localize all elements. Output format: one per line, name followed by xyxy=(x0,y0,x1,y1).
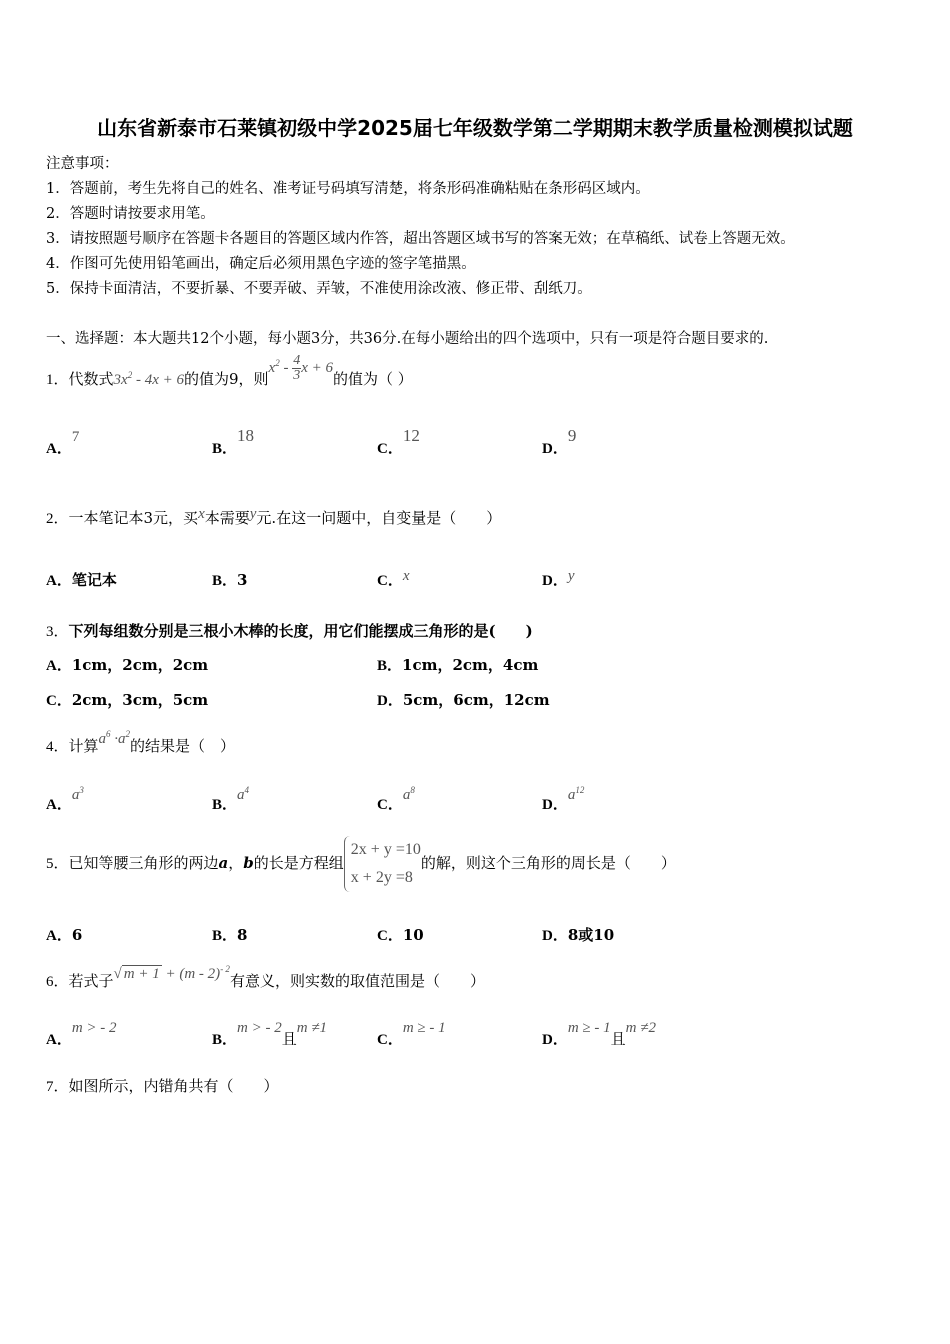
option-d[interactable]: D．5cm，6cm，12cm xyxy=(377,691,550,709)
question-text: 若式子 xyxy=(68,972,114,990)
option-b[interactable]: B．3 xyxy=(212,571,248,589)
question-text: 如图所示，内错角共有（ ） xyxy=(68,1077,279,1095)
question-text: 下列每组数分别是三根小木棒的长度，用它们能摆成三角形的是( ) xyxy=(68,622,533,640)
option-d[interactable]: D．9 xyxy=(542,426,577,457)
question-text: 的结果是（ ） xyxy=(130,737,236,755)
page-title: 山东省新泰市石莱镇初级中学2025届七年级数学第二学期期末教学质量检测模拟试题 xyxy=(97,116,853,140)
option-a[interactable]: A．m > - 2 xyxy=(46,1020,117,1048)
math-expression: $3x^2 - 4x + 6$ xyxy=(113,369,184,388)
question-text: 计算 xyxy=(68,737,99,755)
notice-item: 3．请按照题号顺序在答题卡各题目的答题区域内作答，超出答题区域书写的答案无效；在草稿纸、试卷上答题无效。 xyxy=(46,231,795,247)
variable: a xyxy=(218,854,229,872)
option-b[interactable]: B．m > - 2且m ≠1 xyxy=(212,1020,328,1048)
option-d[interactable]: D．$a^{12}$ xyxy=(542,785,585,813)
question-text: 的解，则这个三角形的周长是（ ） xyxy=(420,854,676,872)
option-b[interactable]: B．8 xyxy=(212,926,248,944)
question-3 xyxy=(46,620,533,641)
section-heading: 一、选择题：本大题共12个小题，每小题3分，共36分.在每小题给出的四个选项中，只有一项是符合题目要求的. xyxy=(46,331,769,347)
option-c[interactable]: C．12 xyxy=(377,426,420,457)
question-7 xyxy=(46,1075,279,1096)
option-a[interactable]: A．6 xyxy=(46,926,83,944)
variable: x xyxy=(198,506,205,522)
question-text: 本需要 xyxy=(204,509,250,527)
question-text: 代数式 xyxy=(68,369,114,388)
question-2 xyxy=(46,507,501,528)
question-text: 已知等腰三角形的两边 xyxy=(68,854,219,872)
question-4 xyxy=(46,729,236,756)
question-text: 一本笔记本3元，买 xyxy=(68,509,199,527)
question-text: 的长是方程组 xyxy=(253,854,344,872)
question-text: 的值为（ ） xyxy=(332,369,413,388)
option-a[interactable]: A．$a^3$ xyxy=(46,785,84,813)
math-expression: $x^2$ - $\frac{4}{3}$ x + 6 xyxy=(268,353,333,383)
question-text: 的值为9，则 xyxy=(183,369,269,388)
option-b[interactable]: B．1cm，2cm，4cm xyxy=(377,656,539,674)
notice-item: 5．保持卡面清洁，不要折暴、不要弄破、弄皱，不准使用涂改液、修正带、刮纸刀。 xyxy=(46,281,592,297)
question-number: 2． xyxy=(46,511,69,527)
option-a[interactable]: A．1cm，2cm，2cm xyxy=(46,656,209,674)
option-d[interactable]: D．y xyxy=(542,568,575,589)
option-a[interactable]: A．7 xyxy=(46,429,80,457)
variable: y xyxy=(249,506,257,522)
question-number: 5． xyxy=(46,856,69,872)
notice-heading: 注意事项： xyxy=(46,156,119,172)
math-expression: $a^6 \cdot a^2$ xyxy=(98,729,131,747)
option-c[interactable]: C．m ≥ - 1 xyxy=(377,1020,446,1048)
fraction: $\frac{4}{3}$ xyxy=(293,353,301,383)
option-d[interactable]: D．8或10 xyxy=(542,926,615,944)
option-c[interactable]: C．2cm，3cm，5cm xyxy=(46,691,209,709)
option-b[interactable]: B．18 xyxy=(212,426,255,457)
question-6 xyxy=(46,964,485,991)
question-text: 元.在这一问题中，自变量是（ ） xyxy=(256,509,502,527)
question-1 xyxy=(46,353,413,395)
equation-system: 2x + y =10 x + 2y =8 xyxy=(344,836,421,892)
notice-item: 2．答题时请按要求用笔。 xyxy=(46,206,215,222)
variable: b xyxy=(243,854,254,872)
question-5: 5．已知等腰三角形的两边a，b的长是方程组 2x + y =10 x + 2y =8 的解，则这个三角形的周长是（ ） xyxy=(46,836,676,892)
option-b[interactable]: B．$a^4$ xyxy=(212,785,250,813)
option-c[interactable]: C．x xyxy=(377,568,410,589)
question-number: 6． xyxy=(46,974,69,990)
option-a[interactable]: A．笔记本 xyxy=(46,571,117,589)
question-text: 有意义，则实数的取值范围是（ ） xyxy=(229,972,485,990)
question-number: 3． xyxy=(46,624,69,640)
math-expression: √ m + 1 + (m - 2)$^{- 2}$ xyxy=(113,964,230,982)
option-c[interactable]: C．10 xyxy=(377,926,424,944)
question-number: 7． xyxy=(46,1079,69,1095)
notice-item: 1．答题前，考生先将自己的姓名、准考证号码填写清楚，将条形码准确粘贴在条形码区域内。 xyxy=(46,181,650,197)
option-c[interactable]: C．$a^8$ xyxy=(377,785,415,813)
notice-item: 4．作图可先使用铅笔画出，确定后必须用黑色字迹的签字笔描黑。 xyxy=(46,256,476,272)
option-d[interactable]: D．m ≥ - 1且m ≠2 xyxy=(542,1020,656,1048)
question-number: 1． xyxy=(46,371,69,388)
question-number: 4． xyxy=(46,739,69,755)
